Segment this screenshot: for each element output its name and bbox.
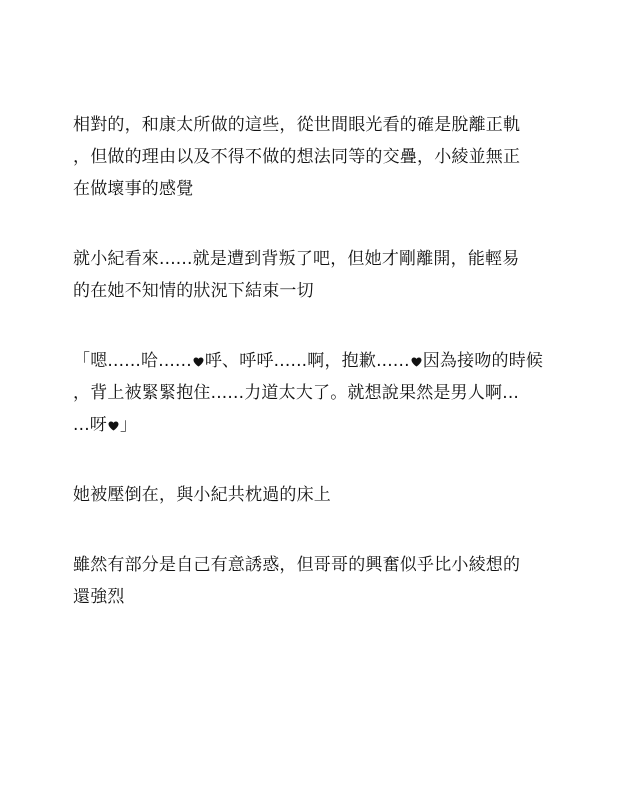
text-line: 相對的，和康太所做的這些，從世間眼光看的確是脫離正軌 xyxy=(73,115,521,135)
text-line xyxy=(73,345,553,377)
text-segment: 」 xyxy=(120,415,138,435)
text-line: 就小紀看來......就是遭到背叛了吧，但她才剛離開，能輕易 xyxy=(73,249,520,269)
text-line: 還強烈 xyxy=(73,587,125,607)
text-segment: 「嗯......哈...... xyxy=(73,351,192,371)
text-line: ，但做的理由以及不得不做的想法同等的交疊，小綾並無正 xyxy=(73,147,521,167)
text-line: 她被壓倒在，與小紀共枕過的床上 xyxy=(73,485,331,505)
paragraph-1 xyxy=(73,109,553,205)
paragraph-3-dialogue xyxy=(73,345,553,441)
heart-icon xyxy=(108,421,119,431)
text-line xyxy=(73,409,553,441)
text-line: ，背上被緊緊抱住......力道太大了。就想說果然是男人啊... xyxy=(73,383,520,403)
paragraph-5 xyxy=(73,549,553,613)
text-line: 的在她不知情的狀況下結束一切 xyxy=(73,281,314,301)
paragraph-4 xyxy=(73,479,553,511)
heart-icon xyxy=(411,357,422,367)
heart-icon xyxy=(193,357,204,367)
text-line: 在做壞事的感覺 xyxy=(73,179,194,199)
text-segment: 因為接吻的時候 xyxy=(422,351,544,371)
document-body xyxy=(73,109,553,651)
text-line: 雖然有部分是自己有意誘惑，但哥哥的興奮似乎比小綾想的 xyxy=(73,555,521,575)
text-segment: ...呀 xyxy=(73,415,108,435)
text-segment: 呼、呼呼......啊，抱歉...... xyxy=(204,351,410,371)
paragraph-2 xyxy=(73,243,553,307)
